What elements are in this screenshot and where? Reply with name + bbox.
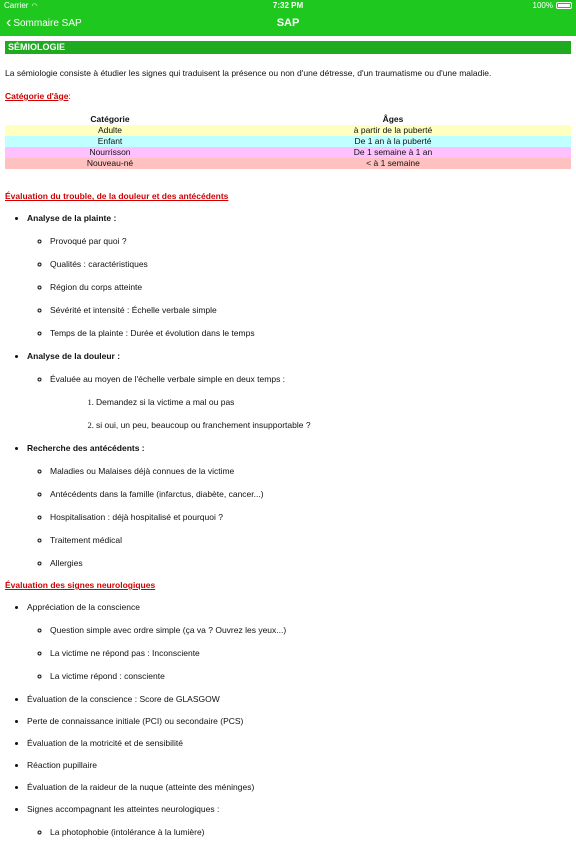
table-row bbox=[5, 147, 571, 158]
list-item: • Réaction pupillaire bbox=[27, 760, 576, 770]
table-cell-category: Nouveau-né bbox=[5, 158, 215, 169]
list-item bbox=[27, 602, 576, 681]
douleur-title: Analyse de la douleur : bbox=[27, 351, 121, 361]
list-item: ◦ Temps de la plainte : Durée et évolution dans le temps bbox=[50, 328, 576, 338]
table-row bbox=[5, 125, 571, 136]
list-item bbox=[27, 351, 576, 430]
list-item: • Perte de connaissance initiale (PCI) ou secondaire (PCS) bbox=[27, 716, 576, 726]
list-item: ◦ Traitement médical bbox=[50, 535, 576, 545]
battery-indicator bbox=[533, 1, 572, 10]
status-bar bbox=[0, 0, 576, 12]
plainte-title: Analyse de la plainte : bbox=[27, 213, 117, 223]
conscience-title: Appréciation de la conscience bbox=[27, 602, 140, 612]
list-item: ◦ Sévérité et intensité : Échelle verbale simple bbox=[50, 305, 576, 315]
table-cell-category: Nourrisson bbox=[5, 147, 215, 158]
wifi-icon: ◠ bbox=[31, 3, 38, 10]
list-item: ◦ Antécédents dans la famille (infarctus, diabète, cancer...) bbox=[50, 489, 576, 499]
battery-percent: 100% bbox=[532, 1, 553, 10]
neuro-heading[interactable]: Évaluation des signes neurologiques bbox=[5, 580, 156, 590]
list-item: 1. Demandez si la victime a mal ou pas bbox=[96, 397, 576, 407]
list-item: ◦ Provoqué par quoi ? bbox=[50, 236, 576, 246]
list-item: ◦ Qualités : caractéristiques bbox=[50, 259, 576, 269]
list-item: ◦ Région du corps atteinte bbox=[50, 282, 576, 292]
list-item bbox=[27, 443, 576, 568]
chevron-left-icon: ‹ bbox=[6, 14, 12, 31]
list-item bbox=[27, 804, 576, 837]
list-item: ◦ La victime répond : consciente bbox=[50, 671, 576, 681]
table-header-ages: Âges bbox=[382, 114, 404, 124]
list-item: ◦ Maladies ou Malaises déjà connues de la victime bbox=[50, 466, 576, 476]
table-cell-age: à partir de la puberté bbox=[215, 125, 571, 136]
list-item: ◦ La photophobie (intolérance à la lumière) bbox=[50, 827, 576, 837]
list-item bbox=[50, 374, 576, 430]
list-item: 2. si oui, un peu, beaucoup ou franchement insupportable ? bbox=[96, 420, 576, 430]
list-item: • Évaluation de la conscience : Score de GLASGOW bbox=[27, 694, 576, 704]
table-cell-category: Enfant bbox=[5, 136, 215, 147]
content-area[interactable] bbox=[0, 36, 576, 850]
navigation-bar bbox=[0, 12, 576, 36]
status-time: 7:32 PM bbox=[272, 1, 304, 10]
table-cell-age: De 1 an à la puberté bbox=[215, 136, 571, 147]
douleur-item: Évaluée au moyen de l'échelle verbale simple en deux temps : bbox=[50, 374, 286, 384]
age-table bbox=[5, 113, 571, 169]
list-item: • Évaluation de la motricité et de sensibilité bbox=[27, 738, 576, 748]
battery-icon bbox=[556, 2, 572, 9]
carrier-label: Carrier ◠ bbox=[4, 1, 38, 10]
list-item: ◦ Hospitalisation : déjà hospitalisé et pourquoi ? bbox=[50, 512, 576, 522]
neuro-list bbox=[0, 602, 576, 837]
signes-title: Signes accompagnant les atteintes neurologiques : bbox=[27, 804, 220, 814]
eval-heading[interactable]: Évaluation du trouble, de la douleur et des antécédents bbox=[5, 191, 229, 201]
back-button-label: Sommaire SAP bbox=[13, 17, 82, 29]
list-item bbox=[27, 213, 576, 338]
page-title: SAP bbox=[276, 17, 300, 29]
list-item: ◦ Question simple avec ordre simple (ça va ? Ouvrez les yeux...) bbox=[50, 625, 576, 635]
list-item: • Évaluation de la raideur de la nuque (atteinte des méninges) bbox=[27, 782, 576, 792]
table-header-categorie: Catégorie bbox=[90, 114, 130, 124]
table-cell-category: Adulte bbox=[5, 125, 215, 136]
section-header: SÉMIOLOGIE bbox=[5, 41, 571, 54]
age-category-heading[interactable]: Catégorie d'âge: bbox=[5, 91, 71, 101]
table-row bbox=[5, 158, 571, 169]
table-row bbox=[5, 136, 571, 147]
list-item: ◦ La victime ne répond pas : Inconsciente bbox=[50, 648, 576, 658]
table-cell-age: < à 1 semaine bbox=[215, 158, 571, 169]
eval-list bbox=[0, 213, 576, 568]
list-item: ◦ Allergies bbox=[50, 558, 576, 568]
intro-text: La sémiologie consiste à étudier les signes qui traduisent la présence ou non d'une détresse, d'un traumatisme ou d'une maladie. bbox=[5, 68, 492, 78]
table-cell-age: De 1 semaine à 1 an bbox=[215, 147, 571, 158]
antecedents-title: Recherche des antécédents : bbox=[27, 443, 145, 453]
